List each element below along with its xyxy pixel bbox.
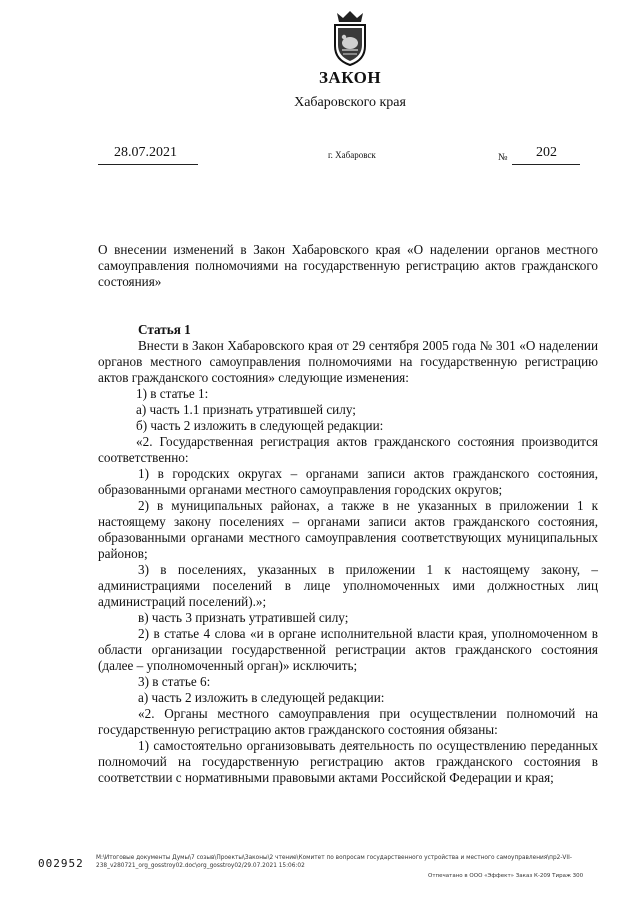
article-paragraph: 3) в поселениях, указанных в приложении 1 к настоящему закону, – администрациями поселений в лице уполномоченных ими должностных лиц администраций поселений).»; — [98, 562, 598, 609]
number-sign: № — [498, 152, 508, 163]
article-paragraph: в) часть 3 признать утратившей силу; — [138, 610, 349, 625]
document-region: Хабаровского края — [294, 95, 406, 110]
article-paragraph: 2) в статье 4 слова «и в органе исполнительной власти края, уполномоченном в области организации государственной регистрации актов гражданского состояния (далее – уполномоченный орган)» исключить; — [98, 626, 598, 673]
law-number: 202 — [536, 145, 557, 160]
article-paragraph: а) часть 1.1 признать утратившей силу; — [136, 402, 356, 417]
law-city: г. Хабаровск — [328, 150, 376, 160]
number-underline — [512, 164, 580, 165]
date-underline — [98, 164, 198, 165]
article-paragraph: а) часть 2 изложить в следующей редакции: — [138, 690, 385, 705]
file-path-note: M:\Итоговые документы Думы\7 созыв\Проекты\Законы\2 чтение\Комитет по вопросам государственного устройства и местного самоуправления\пр2-VII-238_v280721_org_gosstroy02.doc\org_gosstroy02/29.07.2021 15:06:02 — [96, 855, 572, 869]
article-body — [98, 322, 598, 786]
coat-of-arms-icon — [329, 8, 371, 68]
article-paragraph: 2) в муниципальных районах, а также в не указанных в приложении 1 к настоящему закону поселениях – органами записи актов гражданского состояния, образованными органами местного самоуправления соответствующих муниципальных районов; — [98, 498, 598, 561]
article-paragraph: Внести в Закон Хабаровского края от 29 сентября 2005 года № 301 «О наделении органов местного самоуправления полномочиями на государственную регистрацию актов гражданского состояния» следующие изменения: — [98, 338, 598, 385]
article-heading: Статья 1 — [138, 322, 191, 337]
article-paragraph: 1) в статье 1: — [136, 386, 209, 401]
article-paragraph: «2. Органы местного самоуправления при осуществлении полномочий на государственную регистрацию актов гражданского состояния обязаны: — [98, 706, 598, 737]
print-note: Отпечатано в ООО «Эффект» Заказ К-209 Тираж 300 — [428, 873, 584, 879]
article-paragraph: 1) в городских округах – органами записи актов гражданского состояния, образованными органами местного самоуправления городских округов; — [98, 466, 598, 497]
document-title: ЗАКОН — [318, 68, 382, 87]
article-paragraph: б) часть 2 изложить в следующей редакции: — [136, 418, 384, 433]
article-paragraph: 3) в статье 6: — [138, 674, 211, 689]
law-date: 28.07.2021 — [114, 145, 177, 160]
article-paragraph: 1) самостоятельно организовывать деятельность по осуществлению переданных полномочий на государственную регистрацию актов гражданского состояния в соответствии с нормативными правовыми актами Российской Федерации и края; — [98, 738, 598, 785]
law-subject: О внесении изменений в Закон Хабаровского края «О наделении органов местного самоуправления полномочиями на государственную регистрацию актов гражданского состояния» — [98, 242, 598, 289]
document-code: 002952 — [38, 857, 84, 870]
article-paragraph: «2. Государственная регистрация актов гражданского состояния производится соответственно: — [98, 434, 598, 465]
